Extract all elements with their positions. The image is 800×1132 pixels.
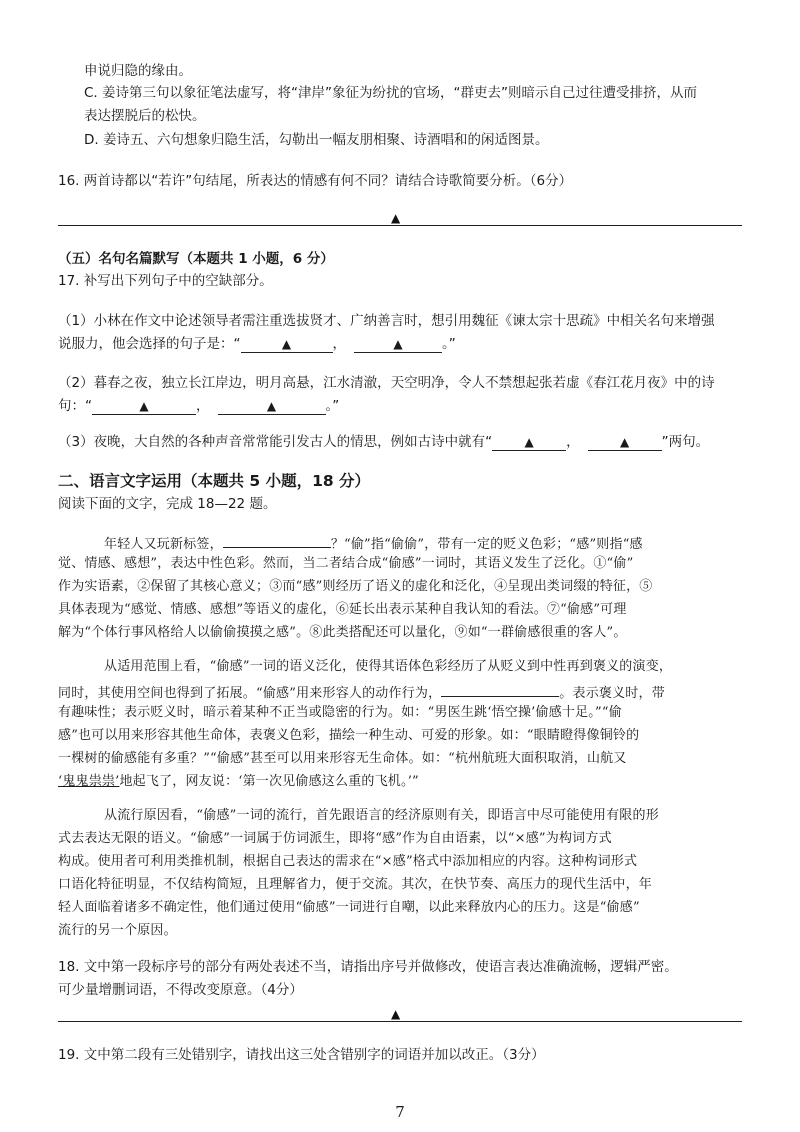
q17-item3-end: ”两句。 [661, 434, 710, 450]
section-2-title: 二、语言文字运用（本题共 5 小题，18 分） [58, 472, 371, 490]
passage-p1-line3: 作为实语素，②保留了其核心意义；③而“感”则经历了语义的虚化和泛化，④呈现出类词缀的特征，⑤ [58, 579, 653, 594]
q17-item3 [58, 432, 750, 452]
passage-p2-line1: 从适用范围上看，“偷感”一词的语义泛化，使得其语体色彩经历了从贬义到中性再到褒义的演变， [104, 659, 673, 674]
q17-item1-comma: ， [332, 336, 346, 352]
option-b-tail: 申说归隐的缘由。 [84, 63, 192, 79]
blank-marker: ▲ [393, 337, 403, 351]
q17-item3-prefix: （3）夜晚，大自然的各种声音常常能引发古人的情思，例如古诗中就有“ [58, 434, 493, 450]
q17-item1-line2 [58, 334, 750, 354]
q17-blank-1[interactable] [241, 336, 333, 353]
q17-item1-end: 。” [442, 336, 456, 352]
q17-item1-line1: （1）小林在作文中论述领导者需注重选拔贤才、广纳善言时，想引用魏征《谏太宗十思疏》中相关名句来增强 [58, 313, 715, 329]
passage-text: 。表示褒义时，带 [559, 686, 665, 701]
q17-item3-comma: ， [566, 434, 580, 450]
option-c-line1: C. 姜诗第三句以象征笔法虚写，将“津岸”象征为纷扰的官场，“群吏去”则暗示自己过往遭受排挤，从而 [84, 85, 697, 101]
blank-marker: ▲ [524, 435, 534, 449]
blank-marker: ▲ [281, 337, 292, 351]
passage-p3-line1: 从流行原因看，“偷感”一词的流行，首先跟语言的经济原则有关，即语言中尽可能使用有限的形 [104, 808, 659, 823]
passage-p3-line2: 式去表达无限的语义。“偷感”一词属于仿词派生，即将“感”作为自由语素，以“×感”为构词方式 [58, 831, 612, 846]
section-2-intro: 阅读下面的文字，完成 18—22 题。 [58, 496, 277, 512]
passage-text: 同时，其使用空间也得到了拓展。“偷感”用来形容人的动作行为， [58, 686, 442, 701]
q17-item2-line2 [58, 396, 750, 416]
underlined-phrase: ‘鬼鬼祟祟’ [58, 774, 120, 789]
question-19: 19. 文中第二段有三处错别字，请找出这三处含错别字的词语并加以改正。（3分） [58, 1047, 545, 1063]
option-c-line2: 表达摆脱后的松快。 [84, 108, 206, 124]
passage-text: 地起飞了，网友说：‘第一次见偷感这么重的飞机。’” [119, 774, 419, 789]
passage-p1-line4: 具体表现为“感觉、情感、感想”等语义的虚化，⑥延长出表示某种自我认知的看法。⑦“偷感”可理 [58, 602, 627, 617]
blank-marker: ▲ [619, 435, 630, 449]
passage-p2-line2 [58, 680, 750, 704]
q17-item2-end: 。” [325, 398, 340, 414]
answer-marker-18: ▲ [391, 1007, 401, 1021]
passage-p3-line3: 构成。使用者可利用类推机制，根据自己表达的需求在“×感”格式中添加相应的内容。这种构词形式 [58, 854, 638, 869]
q17-item2-comma: ， [196, 398, 210, 414]
q17-item2-line1: （2）暮春之夜，独立长江岸边，明月高悬，江水清澈，天空明净，令人不禁想起张若虚《春江花月夜》中的诗 [58, 375, 715, 391]
q17-blank-6[interactable] [588, 434, 662, 451]
passage-blank-1[interactable] [223, 531, 331, 548]
option-d: D. 姜诗五、六句想象归隐生活，勾勒出一幅友朋相聚、诗酒唱和的闲适图景。 [84, 132, 549, 148]
answer-line-16 [58, 225, 742, 226]
passage-p3-line6: 流行的另一个原因。 [58, 923, 177, 938]
q17-blank-4[interactable] [218, 398, 326, 415]
passage-p2-line4: 感”也可以用来形容其他生命体，表褒义色彩，描绘一种生动、可爱的形象。如：“眼睛瞪得像铜铃的 [58, 728, 640, 743]
question-18-line1: 18. 文中第一段标序号的部分有两处表述不当，请指出序号并做修改，使语言表达准确流畅，逻辑严密。 [58, 959, 678, 975]
question-16: 16. 两首诗都以“若许”句结尾，所表达的情感有何不同？请结合诗歌简要分析。（6分） [58, 173, 573, 189]
q17-item1-prefix: 说服力，他会选择的句子是：“ [58, 336, 241, 352]
q17-blank-3[interactable] [92, 398, 196, 415]
section-5-title: （五）名句名篇默写（本题共 1 小题，6 分） [58, 251, 334, 267]
passage-p2-line3: 有趣味性；表示贬义时，暗示着某种不正当或隐密的行为。如：“男医生跳‘悟空操’偷感十足。”“偷 [58, 705, 622, 720]
passage-p1-line5: 解为“个体行事风格给人以偷偷摸摸之感”。⑧此类搭配还可以量化，⑨如“一群偷感很重的客人”。 [58, 625, 627, 640]
passage-p2-line5: 一棵树的偷感能有多重？”“偷感”甚至可以用来形容无生命体。如：“杭州航班大面积取消，山航又 [58, 751, 627, 766]
passage-p1-line2: 觉、情感、感想”，表达中性色彩。然而，当二者结合成“偷感”一词时，其语义发生了泛化。①“偷” [58, 556, 634, 571]
passage-p2-line6 [58, 772, 750, 792]
q17-blank-5[interactable] [492, 434, 566, 451]
q17-blank-2[interactable] [354, 336, 442, 353]
passage-p3-line5: 轻人面临着诸多不确定性，他们通过使用“偷感”一词进行自嘲，以此来释放内心的压力。这是“偷感” [58, 900, 640, 915]
page-number: 7 [395, 1103, 405, 1121]
passage-text: 年轻人又玩新标签， [104, 537, 223, 552]
question-18-line2: 可少量增删词语，不得改变原意。（4分） [58, 982, 303, 998]
blank-marker: ▲ [139, 399, 149, 413]
q17-item2-prefix: 句：“ [58, 398, 92, 414]
answer-marker-16: ▲ [391, 211, 401, 225]
passage-text: ？“偷”指“偷偷”，带有一定的贬义色彩；“感”则指“感 [330, 537, 643, 552]
passage-p1-line1 [104, 531, 750, 555]
blank-marker: ▲ [266, 399, 277, 413]
question-17: 17. 补写出下列句子中的空缺部分。 [58, 273, 273, 289]
passage-p3-line4: 口语化特征明显，不仅结构简短，且理解省力，便于交流。其次，在快节奏、高压力的现代生活中，年 [58, 877, 653, 892]
answer-line-18 [58, 1021, 742, 1022]
passage-blank-2[interactable] [441, 680, 559, 697]
